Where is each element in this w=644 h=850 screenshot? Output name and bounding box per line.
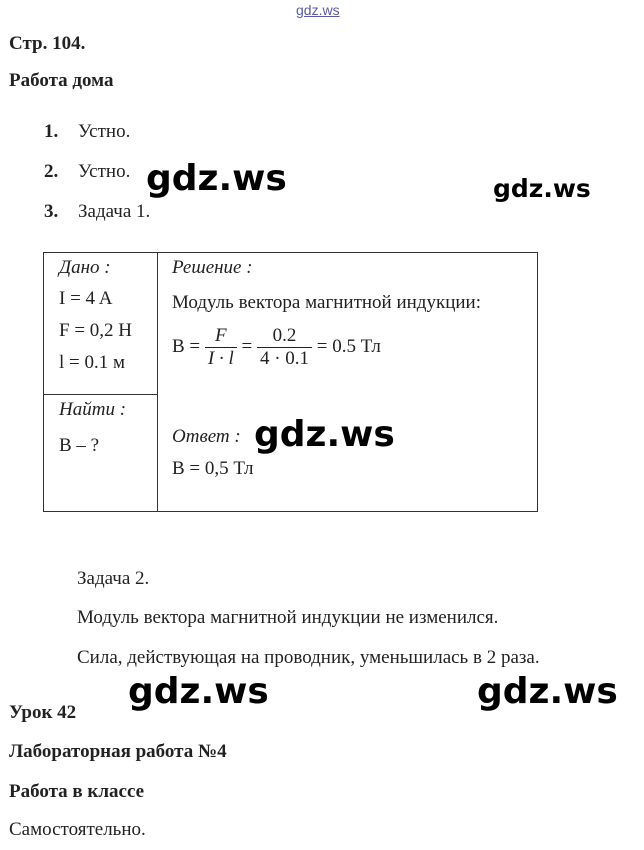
formula-result: = 0.5 Тл [316, 335, 381, 357]
fraction-denominator: I · l [207, 348, 234, 369]
watermark: gdz.ws [493, 174, 591, 203]
lesson-heading: Урок 42 [9, 702, 77, 723]
section-home-heading: Работа дома [9, 70, 114, 91]
given-current: I = 4 A [59, 288, 113, 309]
fraction [205, 325, 237, 370]
find-label: Найти : [59, 399, 127, 420]
table-divider [44, 394, 158, 395]
list-number: 3. [44, 201, 59, 222]
solution-formula [172, 325, 381, 370]
given-label: Дано : [59, 257, 111, 278]
solution-label: Решение : [172, 257, 253, 278]
formula-equals: = [241, 335, 253, 357]
answer-label: Ответ : [172, 426, 241, 447]
given-force: F = 0,2 Н [59, 320, 133, 341]
watermark: gdz.ws [477, 671, 618, 712]
list-item [44, 161, 130, 183]
watermark: gdz.ws [146, 158, 287, 199]
watermark: gdz.ws [254, 414, 395, 455]
table-divider [157, 253, 158, 511]
list-number: 1. [44, 121, 59, 142]
find-value: B – ? [59, 435, 100, 456]
fraction [257, 325, 312, 370]
given-length: l = 0.1 м [59, 352, 126, 373]
watermark-link[interactable]: gdz.ws [296, 2, 340, 18]
list-text: Устно. [78, 121, 131, 142]
task2-line: Модуль вектора магнитной индукции не изменился. [77, 607, 499, 628]
list-text: Устно. [78, 161, 131, 182]
page-heading: Стр. 104. [9, 33, 86, 54]
task2-title: Задача 2. [77, 568, 150, 589]
list-number: 2. [44, 161, 59, 182]
fraction-denominator: 4 · 0.1 [259, 348, 310, 369]
lab-heading: Лабораторная работа №4 [9, 741, 227, 762]
answer-value: B = 0,5 Тл [172, 458, 254, 479]
fraction-numerator: F [205, 325, 237, 348]
formula-lhs: B = [172, 335, 201, 357]
list-item [44, 121, 130, 143]
problem-table [43, 252, 538, 512]
self-text: Самостоятельно. [9, 819, 146, 840]
task2-line: Сила, действующая на проводник, уменьшилась в 2 раза. [77, 647, 540, 668]
fraction-numerator: 0.2 [257, 325, 312, 348]
solution-text: Модуль вектора магнитной индукции: [172, 292, 481, 313]
watermark: gdz.ws [128, 671, 269, 712]
section-class-heading: Работа в классе [9, 781, 145, 802]
list-text: Задача 1. [78, 201, 151, 222]
list-item [44, 201, 150, 223]
